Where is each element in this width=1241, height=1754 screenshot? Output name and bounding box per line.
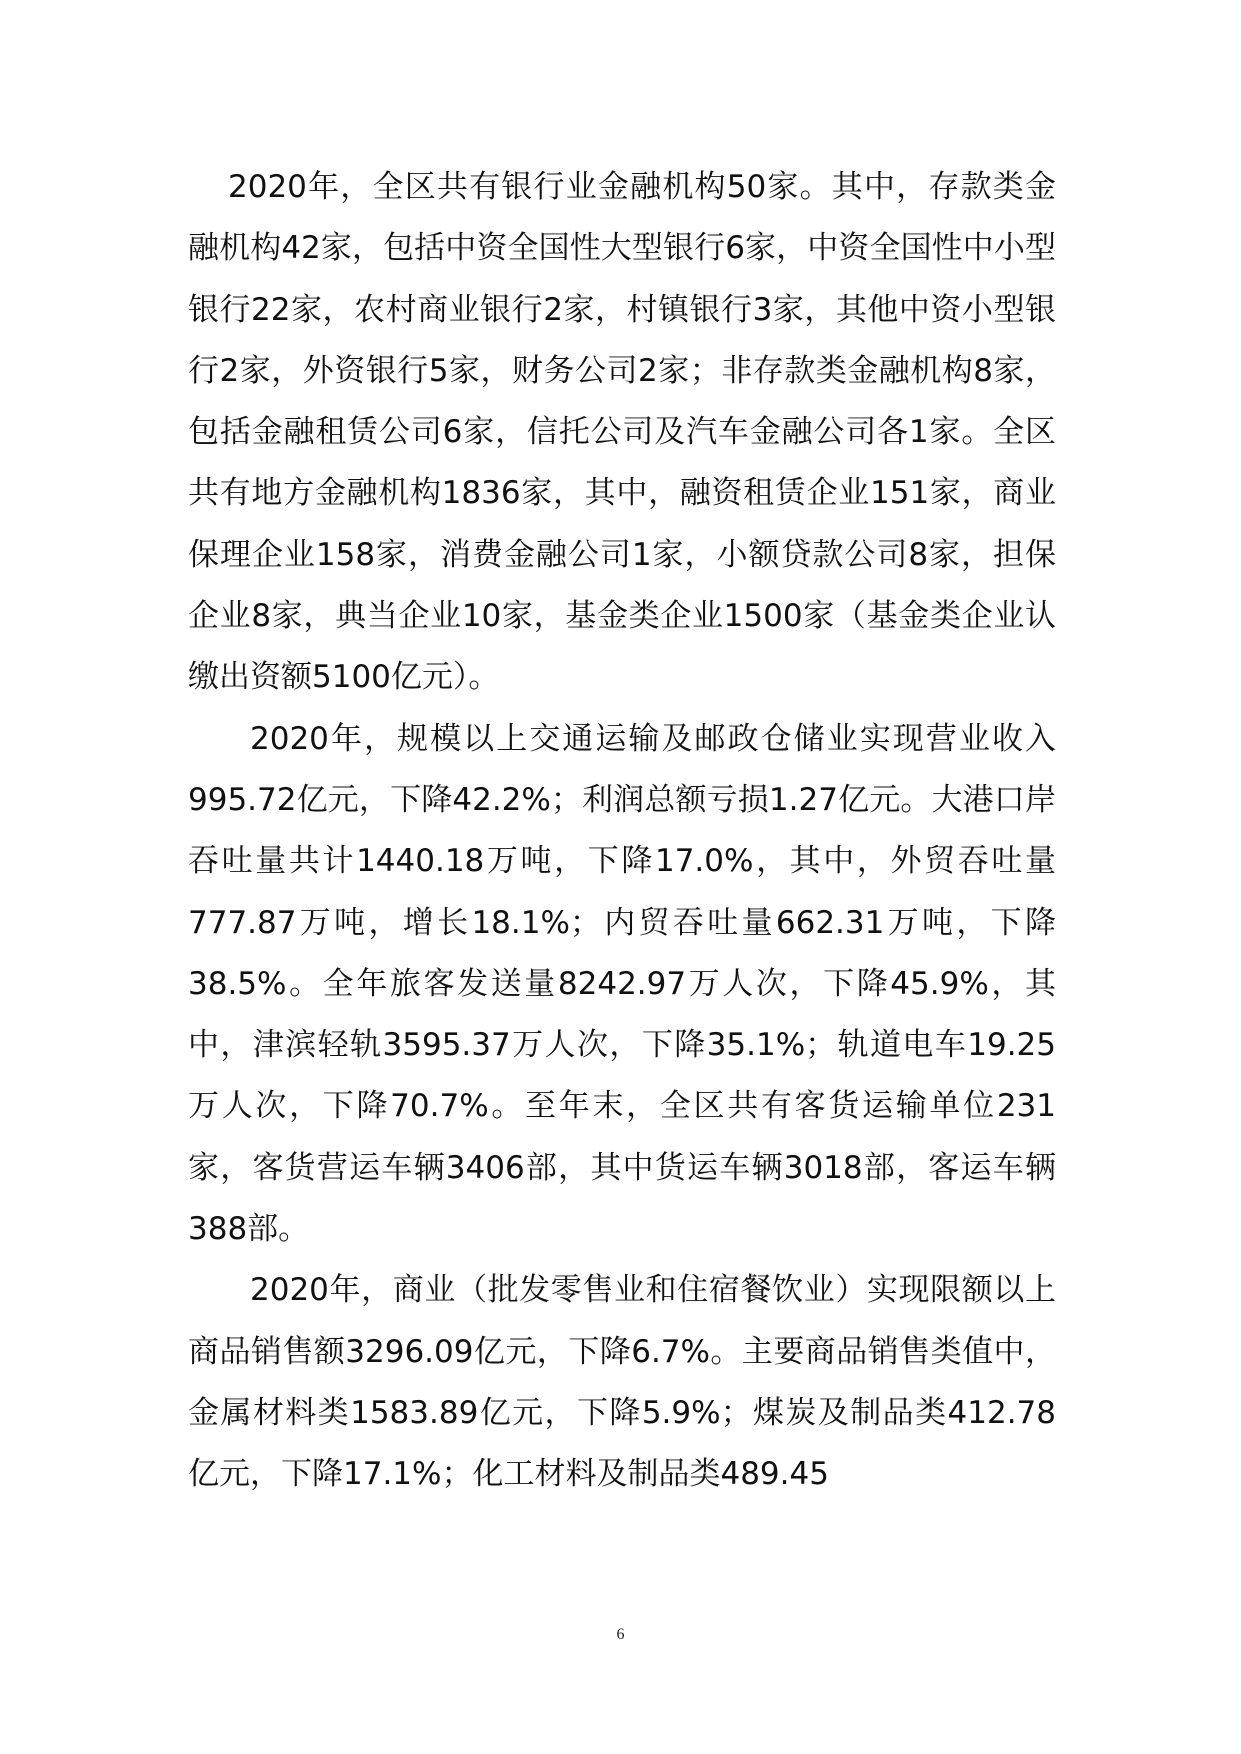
paragraph-banking: 2020年，全区共有银行业金融机构50家。其中，存款类金融机构42家，包括中资全国性大型银行6家，中资全国性中小型银行22家，农村商业银行2家，村镇银行3家，其他中资小型银行2家，外资银行5家，财务公司2家；非存款类金融机构8家，包括金融租赁公司6家，信托公司及汽车金融公司各1家。全区共有地方金融机构1836家，其中，融资租赁企业151家，商业保理企业158家，消费金融公司1家，小额贷款公司8家，担保企业8家，典当企业10家，基金类企业1500家（基金类企业认缴出资额5100亿元）。: [188, 169, 1056, 696]
page-number: 6: [616, 1626, 625, 1643]
body-text: [188, 157, 1056, 1506]
paragraph-transport: 2020年，规模以上交通运输及邮政仓储业实现营业收入995.72亿元，下降42.2%；利润总额亏损1.27亿元。大港口岸吞吐量共计1440.18万吨，下降17.0%，其中，外贸吞吐量777.87万吨，增长18.1%；内贸吞吐量662.31万吨，下降38.5%。全年旅客发送量8242.97万人次，下降45.9%，其中，津滨轻轨3595.37万人次，下降35.1%；轨道电车19.25万人次，下降70.7%。至年末，全区共有客货运输单位231家，客货营运车辆3406部，其中货运车辆3018部，客运车辆388部。: [188, 720, 1056, 1248]
paragraph-commerce: 2020年，商业（批发零售业和住宿餐饮业）实现限额以上商品销售额3296.09亿元，下降6.7%。主要商品销售类值中，金属材料类1583.89亿元，下降5.9%；煤炭及制品类412.78亿元，下降17.1%；化工材料及制品类489.45: [188, 1272, 1056, 1493]
